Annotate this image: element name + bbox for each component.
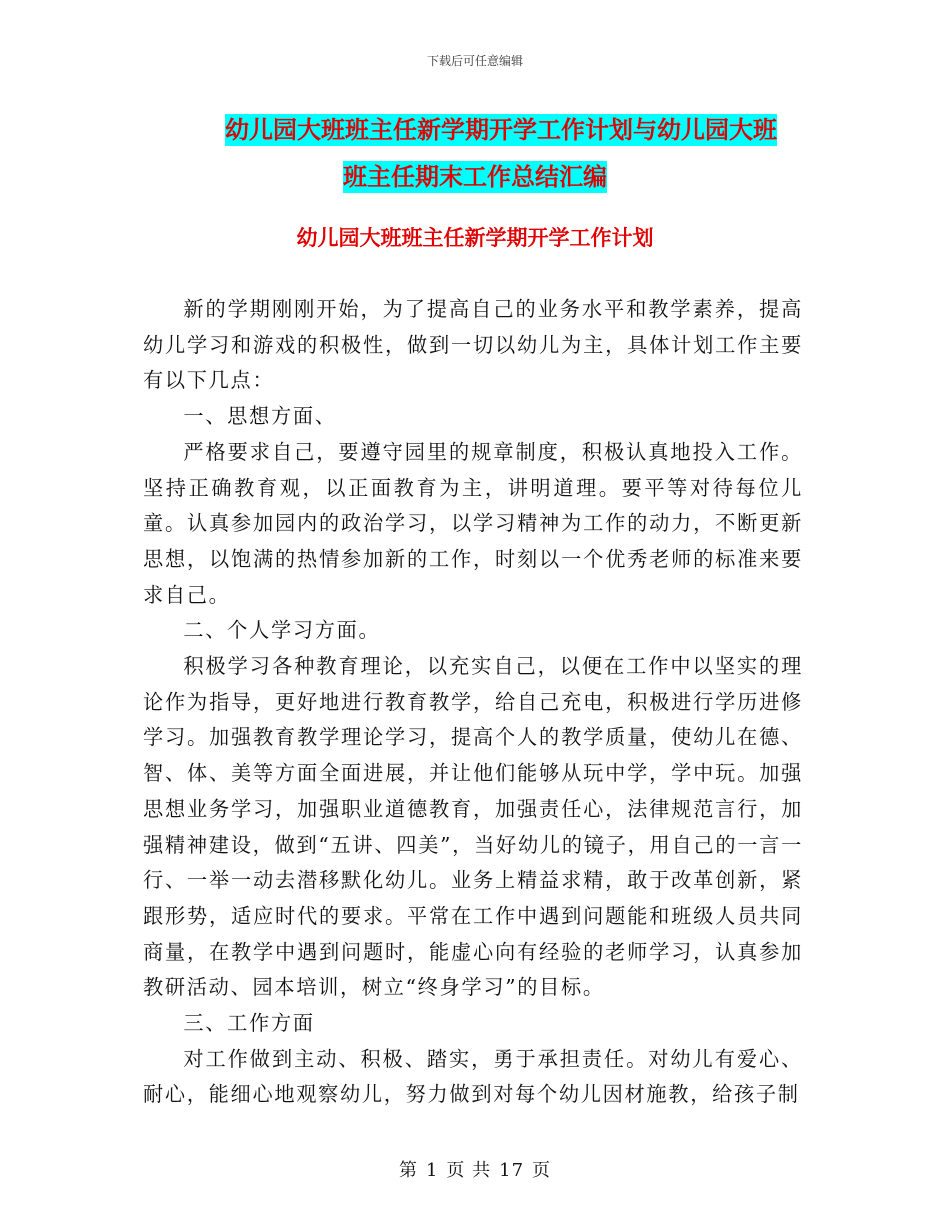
section-title: 幼儿园大班班主任新学期开学工作计划 bbox=[296, 226, 654, 250]
title-line-2: 班主任期末工作总结汇编 bbox=[343, 163, 607, 191]
footer-suffix: 页 bbox=[532, 1160, 552, 1181]
paragraph: 新的学期刚刚开始，为了提高自己的业务水平和教学素养，提高幼儿学习和游戏的积极性，做到一切以幼儿为主，具体计划工作主要有以下几点： bbox=[143, 297, 803, 393]
footer-prefix: 第 bbox=[398, 1160, 418, 1181]
heading-work: 三、工作方面 bbox=[183, 1011, 315, 1036]
total-pages: 17 bbox=[499, 1160, 525, 1181]
title-line-1: 幼儿园大班班主任新学期开学工作计划与幼儿园大班 bbox=[225, 116, 777, 144]
page-footer bbox=[0, 1156, 950, 1182]
current-page-number: 1 bbox=[425, 1160, 439, 1181]
heading-thought: 一、思想方面、 bbox=[183, 404, 337, 429]
paragraph: 积极学习各种教育理论，以充实自己，以便在工作中以坚实的理论作为指导，更好地进行教育教学，给自己充电，积极进行学历进修学习。加强教育教学理论学习，提高个人的教学质量，使幼儿在德、智、体、美等方面全面进展，并让他们能够从玩中学，学中玩。加强思想业务学习，加强职业道德教育，加强责任心，法律规范言行，加强精神建设，做到“五讲、四美”，当好幼儿的镜子，用自己的一言一行、一举一动去潜移默化幼儿。业务上精益求精，敢于改革创新，紧跟形势，适应时代的要求。平常在工作中遇到问题能和班级人员共同商量，在教学中遇到问题时，能虚心向有经验的老师学习，认真参加教研活动、园本培训，树立“终身学习”的目标。 bbox=[143, 654, 803, 1000]
heading-study: 二、个人学习方面。 bbox=[183, 618, 381, 643]
footer-middle: 页 共 bbox=[446, 1160, 492, 1181]
header-note: 下载后可任意编辑 bbox=[426, 54, 523, 68]
document-title bbox=[0, 108, 950, 199]
body-text bbox=[143, 292, 803, 1113]
paragraph: 对工作做到主动、积极、踏实，勇于承担责任。对幼儿有爱心、耐心，能细心地观察幼儿，努力做到对每个幼儿因材施教，给孩子制 bbox=[143, 1046, 803, 1107]
paragraph: 严格要求自己，要遵守园里的规章制度，积极认真地投入工作。坚持正确教育观，以正面教育为主，讲明道理。要平等对待每位儿童。认真参加园内的政治学习，以学习精神为工作的动力，不断更新思想，以饱满的热情参加新的工作，时刻以一个优秀老师的标准来要求自己。 bbox=[143, 439, 803, 607]
